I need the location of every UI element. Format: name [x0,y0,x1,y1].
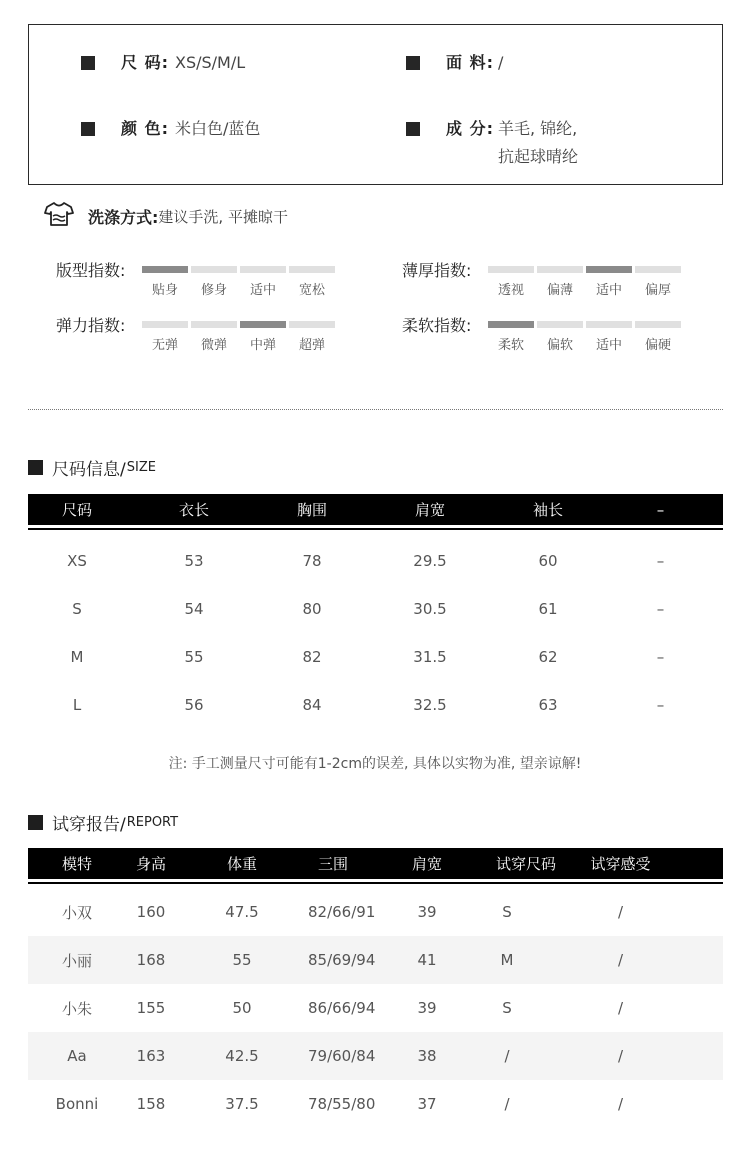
scale-bar-selected [142,266,188,273]
spec-composition [406,115,578,171]
header-rule [28,882,723,884]
table-cell: 37.5 [225,1095,259,1113]
scale-bar [191,266,237,273]
spec-size-label: 尺 码: [121,53,169,72]
table-cell: 29.5 [413,552,447,570]
table-row [28,888,723,936]
softness-index-scale [488,321,681,353]
square-bullet-icon [81,122,95,136]
table-cell: / [617,1047,624,1065]
scale-option-label: 偏硬 [644,338,671,353]
scale-bar [142,321,188,328]
spec-size [81,49,245,77]
table-header-cell: 体重 [226,855,257,873]
table-cell: 56 [184,696,204,714]
scale-bar-selected [586,266,632,273]
table-cell: M [500,951,514,969]
scale-segment [488,266,534,298]
scale-segment [586,321,632,353]
table-cell: 小丽 [61,951,92,970]
table-cell: 84 [302,696,322,714]
table-row [28,681,723,729]
table-cell: 82 [302,648,322,666]
table-cell: 155 [136,999,166,1017]
table-cell: 小朱 [61,999,92,1018]
scale-bar [635,266,681,273]
table-cell: S [502,999,512,1017]
spec-fabric [406,49,503,77]
square-bullet-icon [406,56,420,70]
table-cell: – [656,600,665,618]
scale-option-label: 微弹 [200,338,227,353]
scale-segment [537,266,583,298]
table-header-cell: 试穿感受 [590,855,651,873]
scale-option-label: 超弹 [298,338,325,353]
spec-fabric-value: / [497,53,504,72]
softness-index-label: 柔软指数: [402,316,472,335]
fit-index-label: 版型指数: [56,261,126,280]
spec-composition-value-2: 抗起球晴纶 [497,147,578,166]
dotted-divider [28,409,723,410]
table-cell: 31.5 [413,648,447,666]
table-cell: / [617,903,624,921]
elasticity-index [56,316,335,353]
table-cell: 53 [184,552,204,570]
table-cell: 79/60/84 [308,1047,376,1065]
size-section-title: 尺码信息/ [52,460,126,480]
table-cell: 30.5 [413,600,447,618]
spec-color-label: 颜 色: [121,119,169,138]
spec-composition-value-1: 羊毛, 锦纶, [497,119,578,138]
report-section-title: 试穿报告/ [52,815,126,835]
fit-index-scale [142,266,335,298]
scale-bar [191,321,237,328]
scale-bar [240,266,286,273]
spec-fabric-label: 面 料: [446,53,494,72]
report-table-header [28,848,723,879]
table-cell: S [502,903,512,921]
square-bullet-icon [28,815,43,830]
table-cell: 168 [136,951,166,969]
table-row [28,1080,723,1128]
table-cell: / [617,999,624,1017]
report-table-body [28,888,723,1128]
thickness-index-scale [488,266,681,298]
scale-bar [289,321,335,328]
table-cell: – [656,552,665,570]
square-bullet-icon [28,460,43,475]
scale-bar [488,266,534,273]
table-cell: 37 [417,1095,437,1113]
table-header-cell: 肩宽 [414,501,445,519]
table-header-cell: 袖长 [532,501,563,519]
table-cell: / [617,951,624,969]
table-row [28,633,723,681]
table-cell: 86/66/94 [308,999,376,1017]
spec-box [28,24,723,185]
table-cell: 158 [136,1095,166,1113]
fit-index [56,261,335,298]
scale-bar-selected [240,321,286,328]
scale-option-label: 适中 [595,283,622,298]
report-table [28,848,723,1128]
wash-info [44,201,288,231]
spec-composition-label: 成 分: [446,119,494,138]
table-header-cell: 模特 [61,855,92,873]
table-cell: 62 [538,648,558,666]
wash-value: 建议手洗, 平摊晾干 [158,207,288,226]
scale-bar-selected [488,321,534,328]
scale-option-label: 适中 [595,338,622,353]
scale-bar [635,321,681,328]
scale-option-label: 透视 [497,283,524,298]
wash-label: 洗涤方式: [88,207,159,227]
table-cell: – [656,648,665,666]
tshirt-icon [44,201,88,231]
header-rule [28,528,723,530]
table-cell: 78 [302,552,322,570]
scale-segment [586,266,632,298]
table-cell: 小双 [61,903,92,922]
scale-option-label: 柔软 [497,338,524,353]
scale-segment [488,321,534,353]
scale-segment [142,266,188,298]
table-cell: 32.5 [413,696,447,714]
table-cell: 55 [232,951,252,969]
table-cell: 78/55/80 [308,1095,376,1113]
thickness-index [402,261,681,298]
table-cell: / [504,1095,510,1113]
scale-segment [289,321,335,353]
size-table [28,494,723,729]
size-note: 注: 手工测量尺寸可能有1-2cm的误差, 具体以实物为准, 望亲谅解! [168,756,582,772]
scale-segment [240,321,286,353]
spec-size-value: XS/S/M/L [174,53,246,72]
size-section-heading [28,455,156,480]
table-header-cell: 肩宽 [411,855,442,873]
scale-segment [240,266,286,298]
scale-segment [191,321,237,353]
table-cell: 160 [136,903,166,921]
table-cell: Aa [67,1047,87,1065]
scale-option-label: 无弹 [151,338,178,353]
size-table-body [28,537,723,729]
table-row [28,537,723,585]
table-cell: / [617,1095,624,1113]
table-cell: M [70,648,84,666]
table-cell: 39 [417,999,437,1017]
scale-bar [289,266,335,273]
table-cell: XS [67,552,87,570]
scale-bar [537,321,583,328]
table-cell: 63 [538,696,558,714]
table-header-cell: – [656,500,665,519]
table-header-cell: 试穿尺码 [496,855,557,873]
scale-option-label: 修身 [200,283,227,298]
table-header-cell: 胸围 [296,501,327,519]
table-cell: / [504,1047,510,1065]
table-row [28,984,723,1032]
spec-color [81,115,260,143]
scale-bar [537,266,583,273]
table-cell: 50 [232,999,252,1017]
scale-segment [537,321,583,353]
table-row [28,585,723,633]
scale-segment [289,266,335,298]
table-cell: L [72,696,82,714]
square-bullet-icon [406,122,420,136]
scale-segment [635,266,681,298]
table-header-cell: 衣长 [178,501,209,519]
table-cell: Bonni [55,1095,99,1113]
table-row [28,936,723,984]
square-bullet-icon [81,56,95,70]
table-cell: S [72,600,82,618]
table-cell: 163 [136,1047,166,1065]
scale-option-label: 贴身 [151,283,178,298]
table-cell: 80 [302,600,322,618]
table-cell: 54 [184,600,204,618]
table-cell: 41 [417,951,437,969]
size-section-title-en: SIZE [126,460,156,475]
thickness-index-label: 薄厚指数: [402,261,472,280]
table-cell: 82/66/91 [308,903,376,921]
table-row [28,1032,723,1080]
scale-option-label: 偏软 [546,338,573,353]
spec-color-value: 米白色/蓝色 [174,119,261,138]
table-cell: 61 [538,600,558,618]
size-table-header [28,494,723,525]
table-cell: – [656,696,665,714]
scale-option-label: 宽松 [298,283,325,298]
table-cell: 39 [417,903,437,921]
elasticity-index-scale [142,321,335,353]
table-header-cell: 三围 [317,855,348,873]
report-section-title-en: REPORT [126,815,179,830]
scale-segment [142,321,188,353]
report-section-heading [28,810,178,835]
table-cell: 55 [184,648,204,666]
softness-index [402,316,681,353]
table-cell: 85/69/94 [308,951,376,969]
scale-segment [191,266,237,298]
table-cell: 47.5 [225,903,259,921]
scale-option-label: 适中 [249,283,276,298]
table-header-cell: 尺码 [61,501,92,519]
table-header-cell: 身高 [135,855,166,873]
scale-option-label: 偏薄 [546,283,573,298]
table-cell: 60 [538,552,558,570]
spec-composition-values [498,115,578,171]
scale-option-label: 偏厚 [644,283,671,298]
scale-option-label: 中弹 [249,338,276,353]
table-cell: 42.5 [225,1047,259,1065]
elasticity-index-label: 弹力指数: [56,316,126,335]
scale-bar [586,321,632,328]
scale-segment [635,321,681,353]
table-cell: 38 [417,1047,437,1065]
